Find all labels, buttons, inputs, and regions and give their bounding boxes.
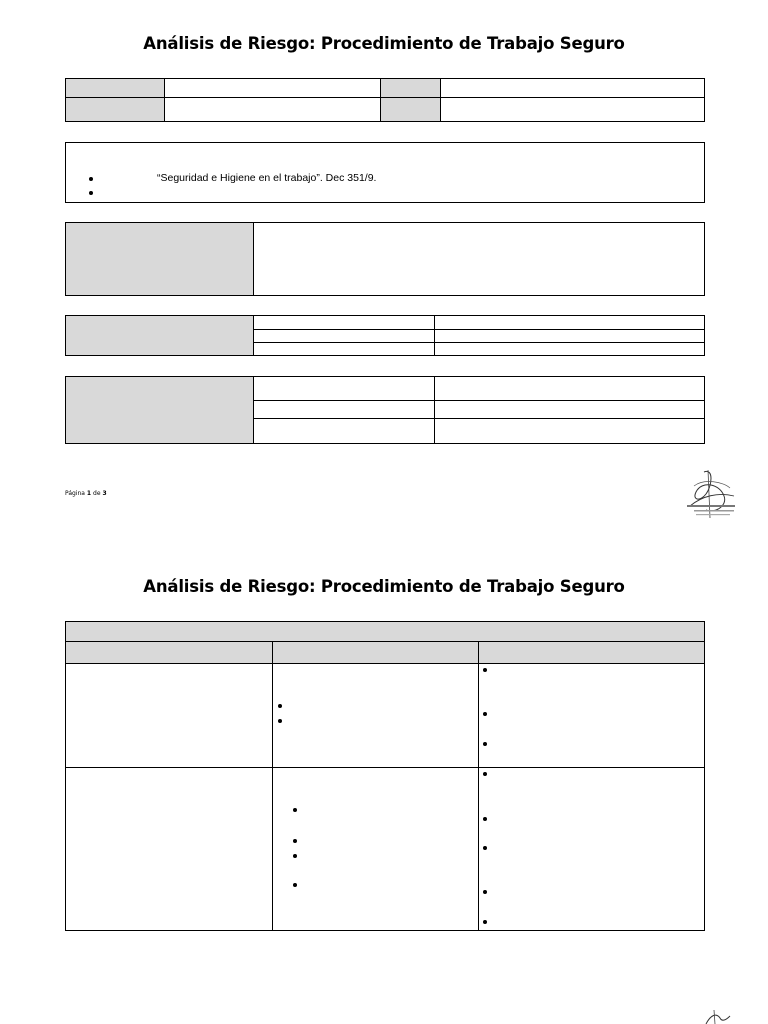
equipment-table: [65, 376, 705, 444]
page-title: Análisis de Riesgo: Procedimiento de Trabajo Seguro: [143, 577, 625, 596]
equipment-label-cell: [66, 377, 253, 443]
bullet: [293, 839, 297, 843]
bullet: [483, 846, 487, 850]
signature-stamp-partial: [696, 1008, 736, 1024]
references-box: [65, 142, 705, 203]
page-number: Página 1 de 3: [65, 490, 107, 497]
table-header: [66, 622, 704, 663]
bullet: [278, 719, 282, 723]
bullet: [293, 808, 297, 812]
bullet: [89, 191, 93, 195]
bullet: [483, 920, 487, 924]
description-table: [65, 222, 705, 296]
bullet: [483, 742, 487, 746]
roles-table: [65, 315, 705, 356]
bullet: [483, 712, 487, 716]
bullet: [293, 854, 297, 858]
bullet: [483, 668, 487, 672]
page-title: Análisis de Riesgo: Procedimiento de Trabajo Seguro: [143, 34, 625, 53]
header-label-cell: [66, 79, 164, 121]
signature-stamp: [684, 466, 740, 524]
description-label-cell: [66, 223, 253, 295]
bullet: [278, 704, 282, 708]
header-info-table: [65, 78, 705, 122]
reference-item: “Seguridad e Higiene en el trabajo”. Dec 351/9.: [157, 172, 377, 184]
bullet: [483, 772, 487, 776]
header-label-cell: [380, 79, 440, 121]
risk-analysis-table: [65, 621, 705, 931]
bullet: [483, 890, 487, 894]
bullet: [483, 817, 487, 821]
bullet: [293, 883, 297, 887]
roles-label-cell: [66, 316, 253, 355]
bullet: [89, 177, 93, 181]
